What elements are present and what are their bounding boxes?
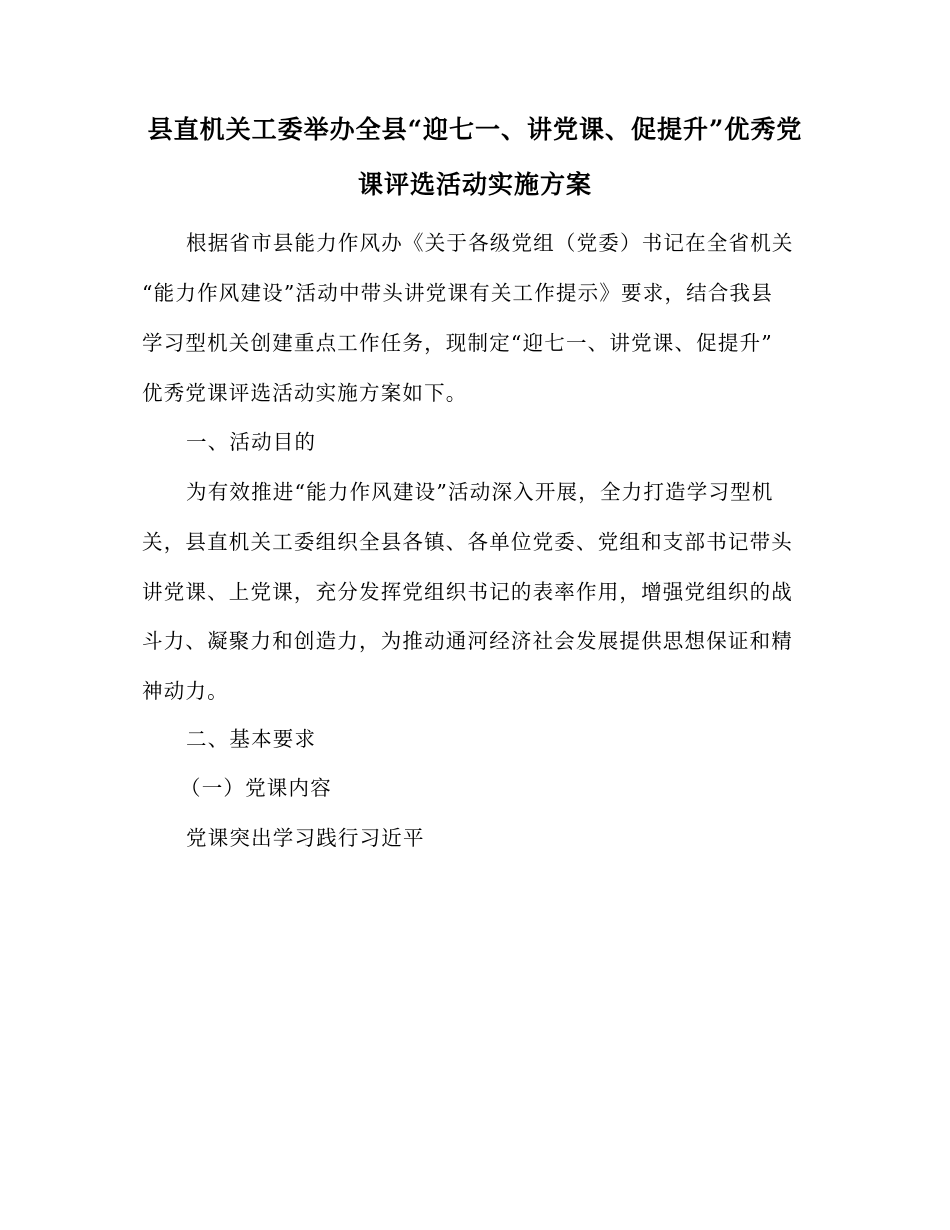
subsection-1-heading: （一）党课内容: [180, 776, 332, 800]
intro-line-3: 学习型机关创建重点工作任务，现制定“迎七一、讲党课、促提升”: [142, 331, 773, 355]
document-title-line-2: 课评选活动实施方案: [357, 170, 592, 199]
section-1-heading: 一、活动目的: [186, 430, 317, 454]
subsection-1-body-line-1: 党课突出学习践行习近平: [186, 826, 425, 850]
section-1-line-1: 为有效推进“能力作风建设”活动深入开展，全力打造学习型机: [186, 480, 774, 504]
section-1-line-5: 神动力。: [142, 679, 229, 703]
section-1-line-2: 关，县直机关工委组织全县各镇、各单位党委、党组和支部书记带头: [142, 530, 793, 554]
intro-line-4: 优秀党课评选活动实施方案如下。: [142, 381, 468, 405]
section-1-line-3: 讲党课、上党课，充分发挥党组织书记的表率作用，增强党组织的战: [142, 580, 793, 604]
document-title-line-1: 县直机关工委举办全县“迎七一、讲党课、促提升”优秀党: [147, 115, 803, 144]
section-2-heading: 二、基本要求: [186, 727, 317, 751]
intro-line-2: “能力作风建设”活动中带头讲党课有关工作提示》要求，结合我县: [142, 281, 773, 305]
section-1-line-4: 斗力、凝聚力和创造力，为推动通河经济社会发展提供思想保证和精: [142, 629, 793, 653]
intro-line-1: 根据省市县能力作风办《关于各级党组（党委）书记在全省机关: [186, 231, 794, 255]
